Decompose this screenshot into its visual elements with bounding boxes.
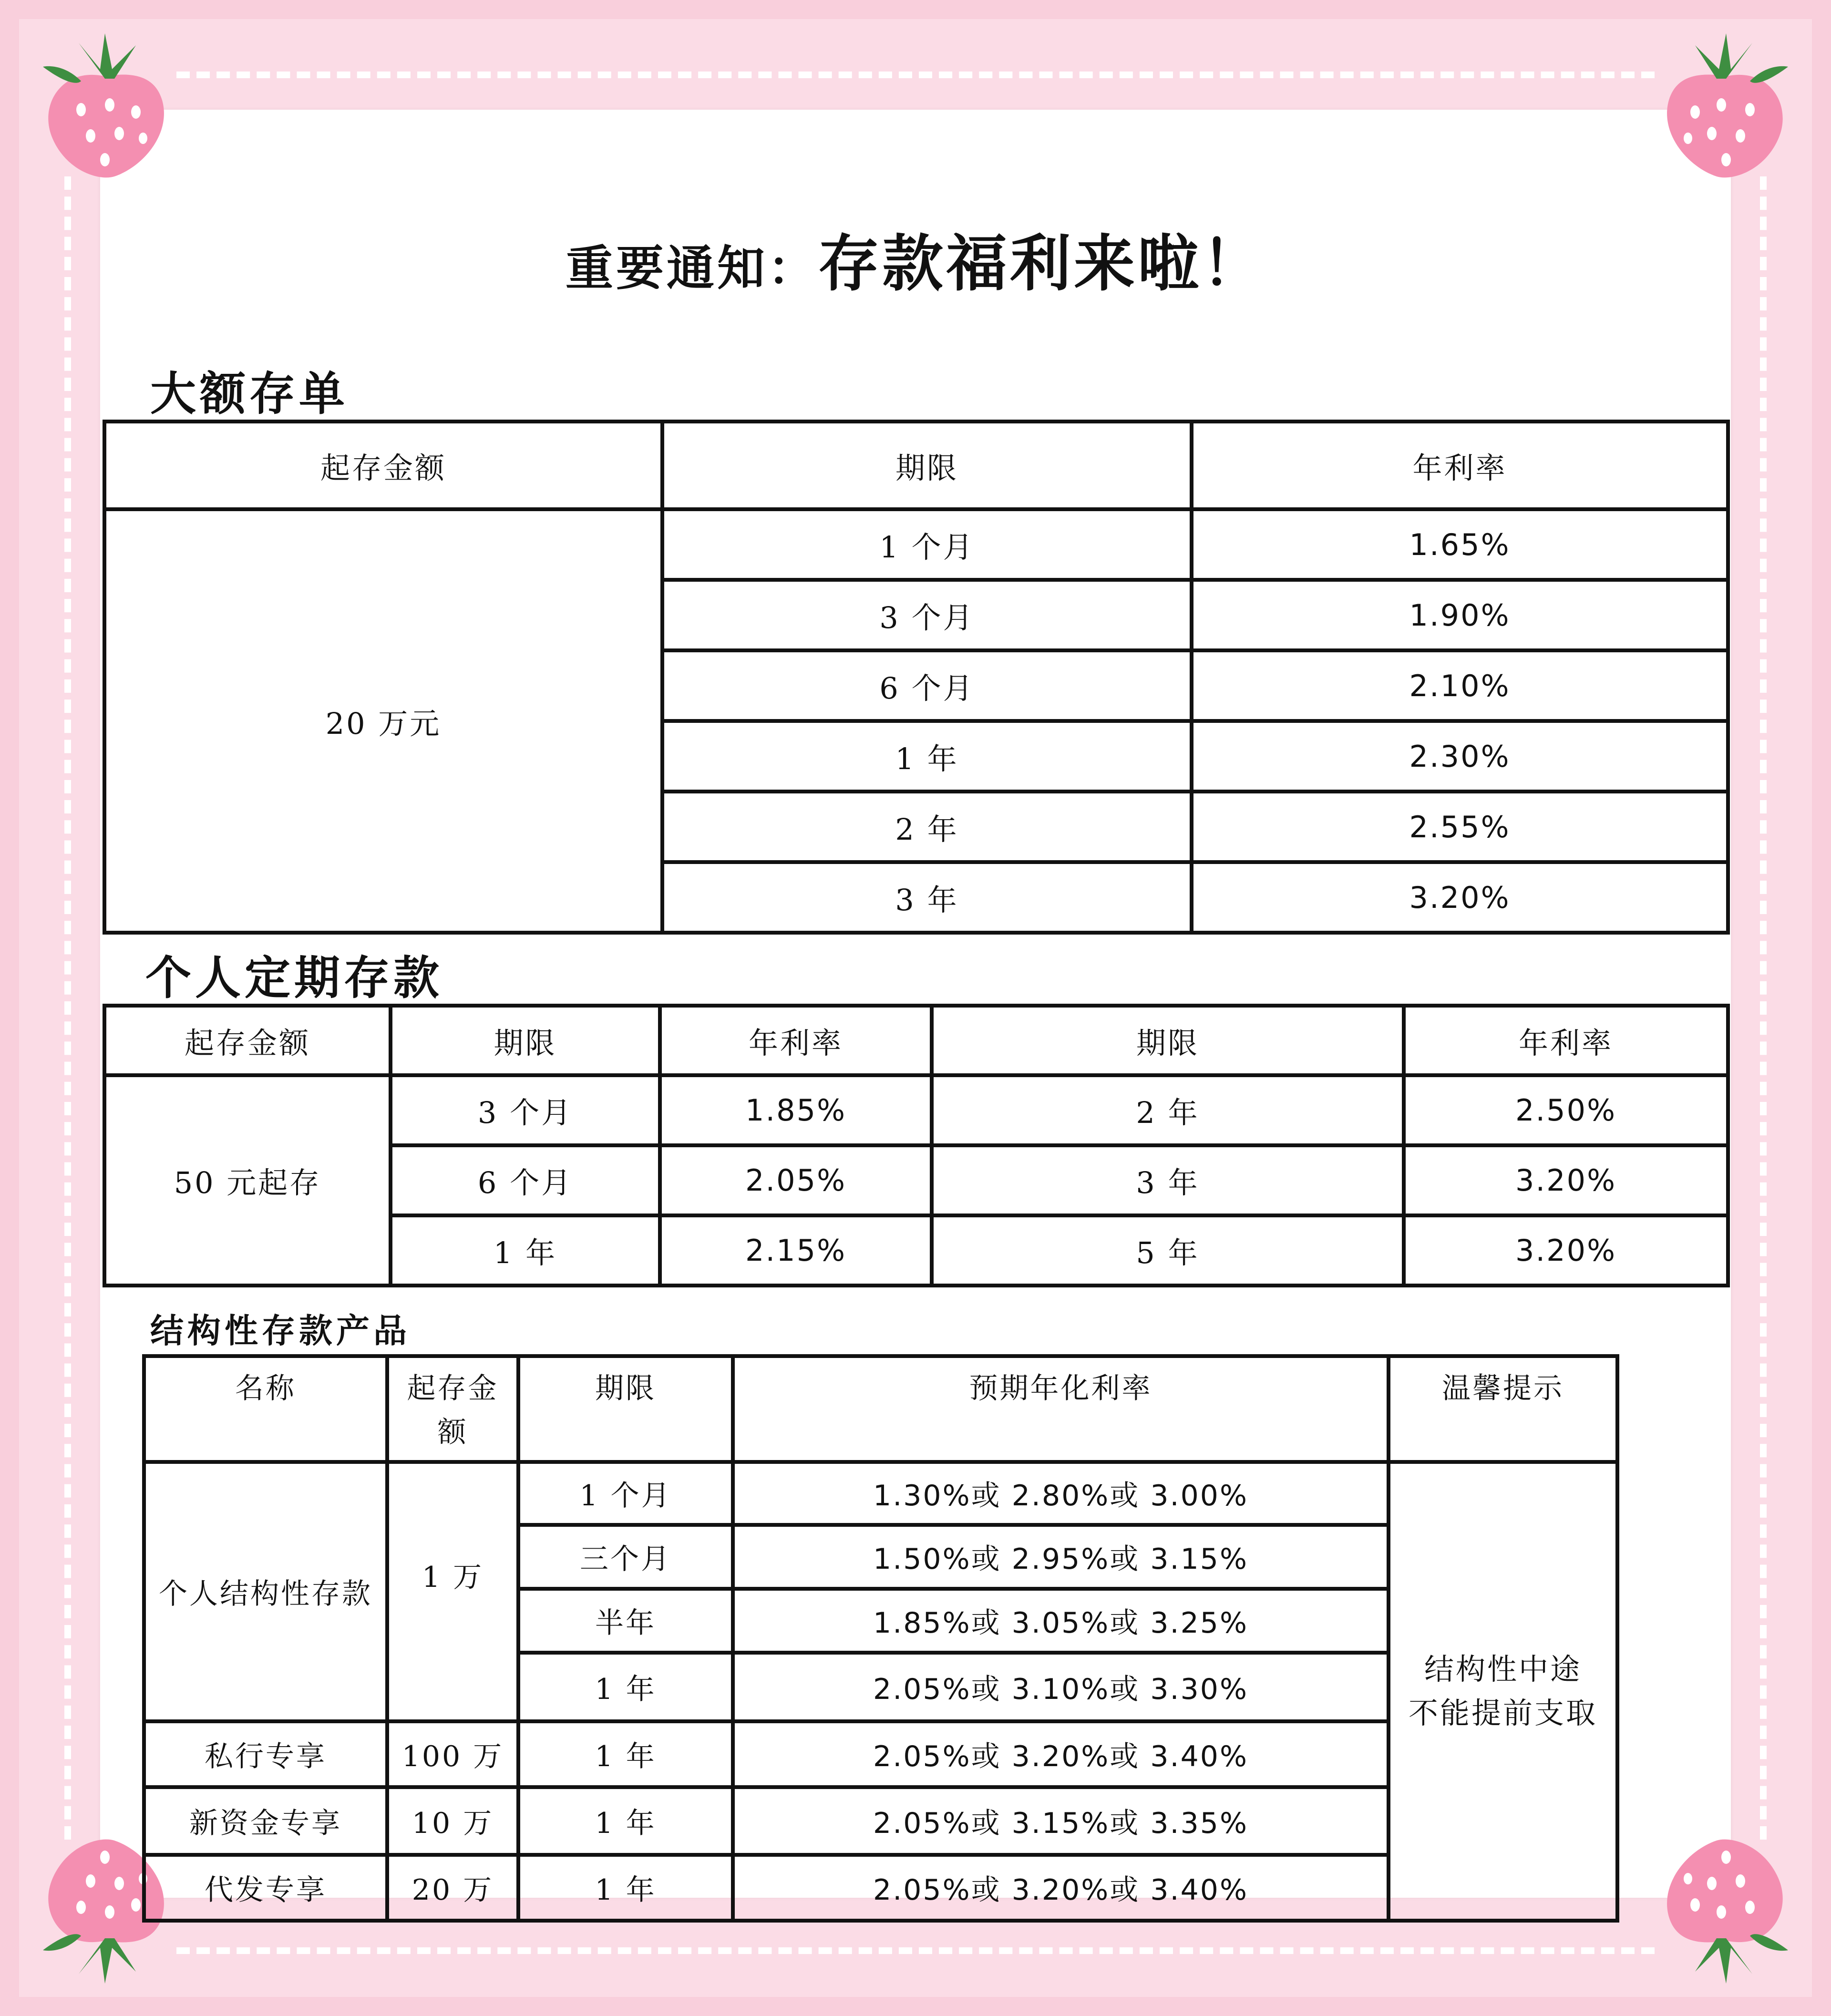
structured-deposit-table (142, 1354, 1619, 1923)
col-header-rate: 年利率 (1192, 422, 1728, 509)
col-header-amount: 起存金额 (387, 1356, 518, 1462)
tip-line-2: 不能提前支取 (1408, 1696, 1597, 1730)
table-row (104, 1075, 1728, 1145)
col-header-term: 期限 (391, 1006, 660, 1075)
min-amount-cell: 50 元起存 (104, 1075, 391, 1286)
product-name-cell: 私行专享 (144, 1721, 387, 1787)
rate-cell: 1.90% (1192, 580, 1728, 650)
min-amount-cell: 1 万 (387, 1462, 518, 1721)
rate-cell: 2.10% (1192, 650, 1728, 721)
product-name-cell: 代发专享 (144, 1855, 387, 1921)
col-header-amount: 起存金额 (104, 1006, 391, 1075)
col-header-rate: 年利率 (1404, 1006, 1728, 1075)
rate-cell: 2.05%或 3.15%或 3.35% (733, 1787, 1389, 1855)
col-header-tip: 温馨提示 (1389, 1356, 1617, 1462)
col-header-term: 期限 (932, 1006, 1404, 1075)
term-cell: 3 年 (662, 862, 1192, 933)
col-header-rate: 年利率 (660, 1006, 932, 1075)
term-cell: 三个月 (518, 1525, 733, 1589)
rate-cell: 2.30% (1192, 721, 1728, 792)
table-row (104, 509, 1728, 580)
col-header-term: 期限 (518, 1356, 733, 1462)
dashed-border-top (176, 72, 1655, 78)
term-cell: 半年 (518, 1589, 733, 1653)
strawberry-icon (1655, 1831, 1798, 1993)
rate-cell: 2.05%或 3.20%或 3.40% (733, 1855, 1389, 1921)
dashed-border-left (64, 176, 71, 1840)
title-prefix: 重要通知： (565, 240, 818, 296)
large-cd-table (103, 420, 1730, 935)
rate-cell: 3.20% (1404, 1145, 1728, 1215)
page-title (0, 215, 1831, 302)
section-heading-large-cd: 大额存单 (150, 367, 349, 421)
term-cell: 1 年 (518, 1855, 733, 1921)
rate-cell: 2.55% (1192, 792, 1728, 862)
dashed-border-bottom (176, 1947, 1655, 1954)
col-header-term: 期限 (662, 422, 1192, 509)
min-amount-cell: 20 万元 (104, 509, 662, 933)
term-cell: 6 个月 (391, 1145, 660, 1215)
rate-cell: 2.15% (660, 1215, 932, 1286)
table-row (144, 1462, 1617, 1525)
min-amount-cell: 10 万 (387, 1787, 518, 1855)
term-cell: 1 个月 (662, 509, 1192, 580)
rate-cell: 1.65% (1192, 509, 1728, 580)
term-cell: 1 年 (518, 1721, 733, 1787)
rate-cell: 1.85%或 3.05%或 3.25% (733, 1589, 1389, 1653)
term-cell: 3 年 (932, 1145, 1404, 1215)
rate-cell: 2.05%或 3.10%或 3.30% (733, 1653, 1389, 1721)
term-cell: 5 年 (932, 1215, 1404, 1286)
term-cell: 2 年 (662, 792, 1192, 862)
rate-cell: 1.50%或 2.95%或 3.15% (733, 1525, 1389, 1589)
strawberry-icon (33, 24, 176, 186)
table-header-row (104, 1006, 1728, 1075)
col-header-name: 名称 (144, 1356, 387, 1462)
table-header-row (104, 422, 1728, 509)
rate-cell: 2.05%或 3.20%或 3.40% (733, 1721, 1389, 1787)
fixed-deposit-table (103, 1004, 1730, 1287)
col-header-expected-rate: 预期年化利率 (733, 1356, 1389, 1462)
tip-cell (1389, 1462, 1617, 1921)
col-header-amount: 起存金额 (104, 422, 662, 509)
rate-cell: 1.30%或 2.80%或 3.00% (733, 1462, 1389, 1525)
term-cell: 1 年 (518, 1787, 733, 1855)
rate-cell: 2.50% (1404, 1075, 1728, 1145)
rate-cell: 1.85% (660, 1075, 932, 1145)
title-main: 存款福利来啦！ (818, 228, 1265, 299)
term-cell: 1 年 (391, 1215, 660, 1286)
rate-cell: 3.20% (1192, 862, 1728, 933)
product-name-cell: 新资金专享 (144, 1787, 387, 1855)
section-heading-structured: 结构性存款产品 (150, 1311, 411, 1350)
term-cell: 6 个月 (662, 650, 1192, 721)
term-cell: 3 个月 (662, 580, 1192, 650)
min-amount-cell: 20 万 (387, 1855, 518, 1921)
table-header-row (144, 1356, 1617, 1462)
rate-cell: 2.05% (660, 1145, 932, 1215)
section-heading-fixed: 个人定期存款 (145, 951, 443, 1005)
dashed-border-right (1760, 176, 1767, 1840)
strawberry-icon (1655, 24, 1798, 186)
term-cell: 1 个月 (518, 1462, 733, 1525)
term-cell: 1 年 (662, 721, 1192, 792)
product-name-cell: 个人结构性存款 (144, 1462, 387, 1721)
rate-cell: 3.20% (1404, 1215, 1728, 1286)
min-amount-cell: 100 万 (387, 1721, 518, 1787)
term-cell: 3 个月 (391, 1075, 660, 1145)
term-cell: 2 年 (932, 1075, 1404, 1145)
term-cell: 1 年 (518, 1653, 733, 1721)
tip-line-1: 结构性中途 (1424, 1652, 1582, 1687)
